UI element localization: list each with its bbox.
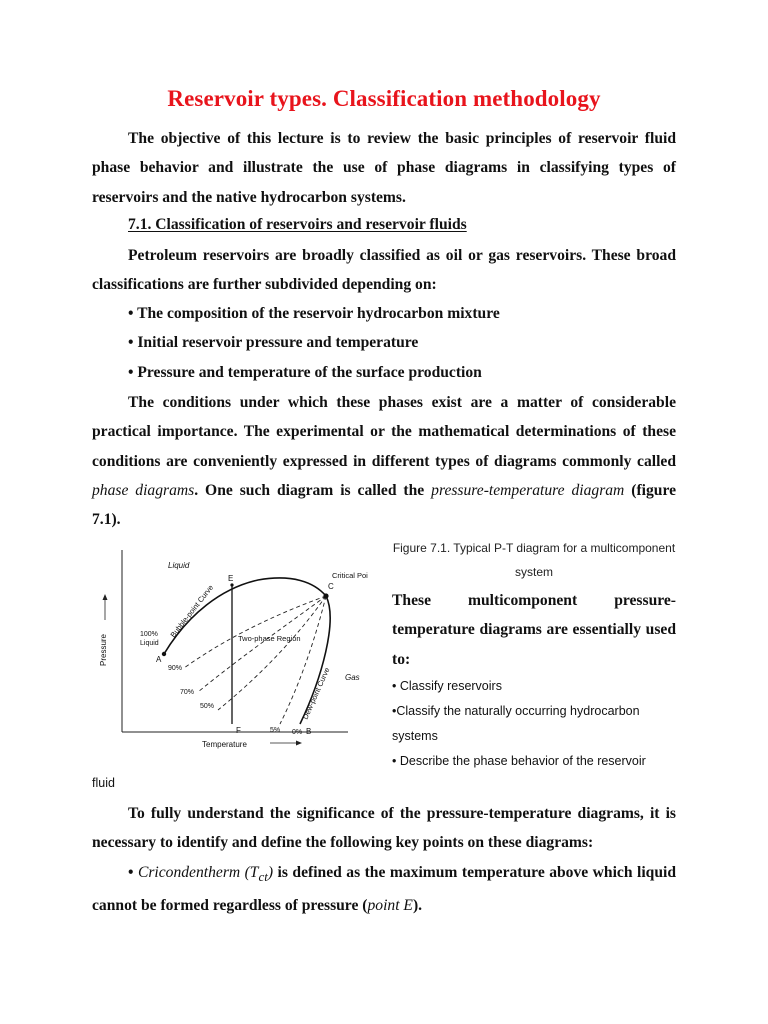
bullet-initial-pressure: • Initial reservoir pressure and temperature: [128, 334, 419, 351]
pct70-label: 70%: [180, 689, 195, 696]
point-a-label: A: [156, 655, 162, 664]
cricondentherm-term: Cricondentherm (T: [137, 864, 259, 881]
critical-point-marker: [323, 593, 328, 598]
point-c-label: C: [328, 582, 334, 591]
para3-end: (figure 7.1).: [92, 481, 677, 529]
side-bullet-classify-hydrocarbons: •Classify the naturally occurring hydrocarbon systems: [392, 704, 640, 743]
cricondentherm-subscript: ct: [258, 869, 268, 885]
pct90-label: 90%: [168, 665, 183, 672]
term-cricondentherm: [137, 864, 274, 885]
quality-line-50: [218, 596, 326, 710]
quality-line-70: [198, 596, 326, 692]
cricondentherm-term-end: ): [267, 864, 274, 881]
term-pt-diagram: pressure-temperature diagram: [431, 481, 625, 499]
cricondentherm-end: ).: [412, 897, 423, 915]
bullet-composition: • The composition of the reservoir hydrocarbon mixture: [128, 305, 500, 322]
paragraph-cricondentherm: [92, 858, 676, 921]
quality-line-5: [280, 596, 326, 724]
bullet-surface-production: • Pressure and temperature of the surface production: [128, 364, 482, 381]
pressure-label: Pressure: [99, 633, 108, 666]
two-phase-label: Two-phase Region: [238, 634, 301, 643]
dew-curve-label: Dew-point Curve: [300, 666, 332, 721]
paragraph-key-points: To fully understand the significance of the pressure-temperature diagrams, it is necessary to identify and define the following key points on these diagrams:: [92, 805, 676, 852]
pct100-label: 100%: [140, 631, 158, 638]
point-a-marker: [162, 652, 166, 656]
paragraph-phase-diagrams: [92, 388, 676, 534]
pt-diagram: [92, 538, 392, 756]
liquid-label: Liquid: [168, 561, 190, 570]
side-bullet-continuation: fluid: [92, 776, 115, 790]
page-title: Reservoir types. Classification methodology: [167, 86, 601, 111]
gas-label: Gas: [345, 673, 360, 682]
pct5-label: 5%: [270, 727, 281, 734]
bubble-curve-label: Bubble-point Curve: [168, 583, 216, 640]
section-heading: 7.1. Classification of reservoirs and reservoir fluids: [128, 216, 467, 233]
para3-text: The conditions under which these phases exist are a matter of considerable practical importance. The experimental or the mathematical determinations of these conditions are conveniently expressed in different types of diagrams commonly called: [92, 394, 676, 470]
term-phase-diagrams: phase diagrams: [92, 481, 195, 499]
side-bullet-describe-behavior: • Describe the phase behavior of the reservoir: [392, 754, 646, 768]
pt-diagram-figure: [92, 538, 392, 756]
point-e-label: E: [228, 574, 234, 583]
point-e-reference: point E: [367, 897, 413, 915]
temperature-arrowhead: [296, 741, 302, 746]
intro-paragraph: The objective of this lecture is to review the basic principles of reservoir fluid phase behavior and illustrate the use of phase diagrams in classifying types of reservoirs and the native hydrocarbon systems.: [92, 130, 676, 206]
cricondentherm-bullet: •: [128, 864, 138, 881]
point-b-label: B: [306, 727, 312, 736]
temperature-label: Temperature: [202, 740, 247, 749]
side-bullet-classify-reservoirs: • Classify reservoirs: [392, 679, 502, 693]
figure-caption: Figure 7.1. Typical P-T diagram for a multicomponent system: [392, 541, 676, 579]
pct50-label: 50%: [200, 703, 215, 710]
pct0-label: 0%: [292, 729, 303, 736]
point-f-label: F: [236, 726, 241, 735]
critical-point-label: Critical Poi: [332, 571, 368, 580]
pressure-arrowhead: [103, 594, 108, 600]
cricondentherm-text: is defined as the maximum temperature above which liquid cannot be formed regardless of pressure (: [92, 864, 676, 915]
side-intro: These multicomponent pressure-temperature diagrams are essentially used to:: [392, 592, 676, 668]
paragraph-classification: Petroleum reservoirs are broadly classified as oil or gas reservoirs. These broad classifications are further subdivided depending on:: [92, 247, 676, 294]
para3-mid: . One such diagram is called the: [194, 481, 432, 499]
liquid-100-label: Liquid: [140, 640, 159, 647]
point-e-marker: [230, 583, 233, 586]
